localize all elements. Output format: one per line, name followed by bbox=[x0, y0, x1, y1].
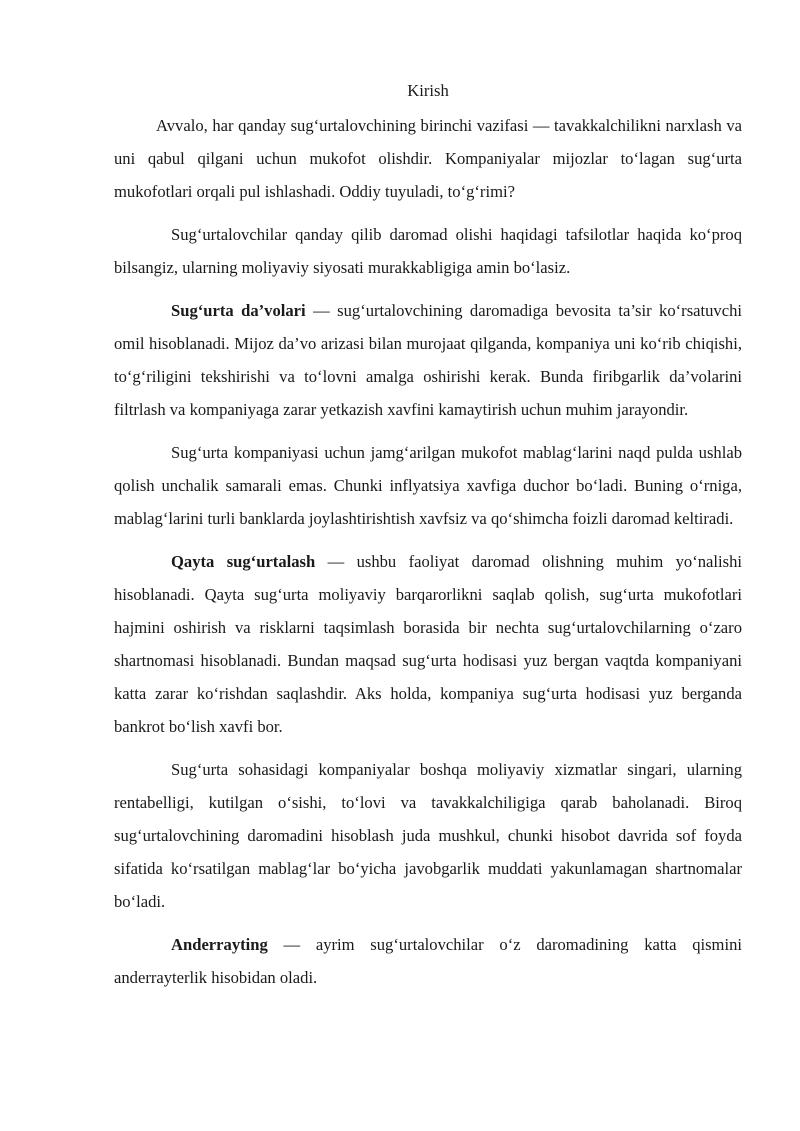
paragraph-text: Sug‘urtalovchilar qanday qilib daromad olishi haqidagi tafsilotlar haqida ko‘proq bilsangiz, ularning moliyaviy siyosati murakkabligiga amin bo‘lasiz. bbox=[114, 225, 742, 277]
paragraph-intro bbox=[114, 109, 742, 208]
paragraph-valuation bbox=[114, 753, 742, 918]
paragraph-text: Sug‘urta sohasidagi kompaniyalar boshqa moliyaviy xizmatlar singari, ularning rentabelligi, kutilgan o‘sishi, to‘lovi va tavakkalchiligiga qarab baholanadi. Biroq sug‘urtalovchining daromadini hisoblash juda mushkul, chunki hisobot davrida sof foyda sifatida ko‘rsatilgan mablag‘lar bo‘yicha javobgarlik muddati yakunlamagan shartnomalar bo‘ladi. bbox=[114, 760, 742, 911]
paragraph-underwriting bbox=[114, 928, 742, 994]
paragraph-premium-funds bbox=[114, 436, 742, 535]
paragraph-claims bbox=[114, 294, 742, 426]
paragraph-text: — ayrim sug‘urtalovchilar o‘z daromadining katta qismini anderrayterlik hisobidan oladi. bbox=[114, 935, 742, 987]
paragraph-insurers-income bbox=[114, 218, 742, 284]
document-title: Kirish bbox=[407, 81, 449, 100]
paragraph-term: Anderrayting bbox=[171, 935, 268, 954]
paragraph-text: — ushbu faoliyat daromad olishning muhim yo‘nalishi hisoblanadi. Qayta sug‘urta moliyaviy barqarorlikni saqlab qolish, sug‘urta mukofotlari hajmini oshirish va risklarni taqsimlash borasida bir nechta sug‘urtalovchilarning o‘zaro shartnomasi hisoblanadi. Bundan maqsad sug‘urta hodisasi yuz bergan vaqtda kompaniyani katta zarar ko‘rishdan saqlashdir. Aks holda, kompaniya sug‘urta hodisasi yuz berganda bankrot bo‘lish xavfi bor. bbox=[114, 552, 743, 736]
paragraph-reinsurance bbox=[114, 545, 742, 743]
paragraph-text: — sug‘urtalovchining daromadiga bevosita ta’sir ko‘rsatuvchi omil hisoblanadi. Mijoz da’vo arizasi bilan murojaat qilganda, kompaniya uni ko‘rib chiqishi, to‘g‘riligini tekshirishi va to‘lovni amalga oshirishi kerak. Bunda firibgarlik da’volarini filtrlash va kompaniyaga zarar yetkazish xavfini kamaytirish uchun muhim jarayondir. bbox=[114, 301, 742, 419]
paragraph-text: Sug‘urta kompaniyasi uchun jamg‘arilgan mukofot mablag‘larini naqd pulda ushlab qolish unchalik samarali emas. Chunki inflyatsiya xavfiga duchor bo‘ladi. Buning o‘rniga, mablag‘larini turli banklarda joylashtirishtish xavfsiz va qo‘shimcha foizli daromad keltiradi. bbox=[114, 443, 742, 528]
paragraph-term: Qayta sug‘urtalash bbox=[171, 552, 316, 571]
paragraph-term: Sug‘urta da’volari bbox=[171, 301, 306, 320]
paragraph-text: Avvalo, har qanday sug‘urtalovchining birinchi vazifasi — tavakkalchilikni narxlash va uni qabul qilgani uchun mukofot olishdir. Kompaniyalar mijozlar to‘lagan sug‘urta mukofotlari orqali pul ishlashadi. Oddiy tuyuladi, to‘g‘rimi? bbox=[114, 116, 742, 201]
